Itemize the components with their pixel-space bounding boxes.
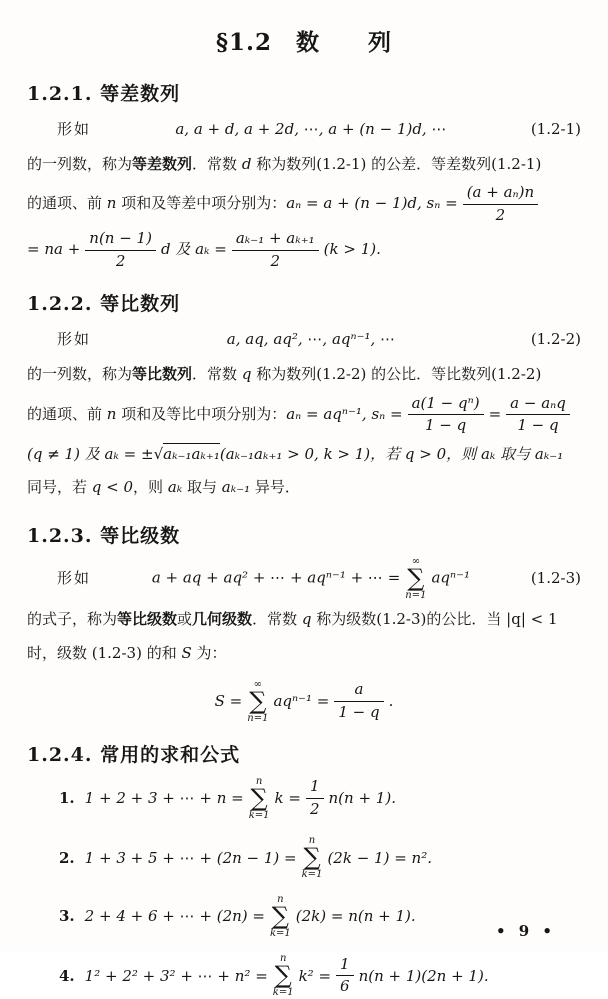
- fraction-numerator: (a + aₙ)n: [463, 183, 538, 205]
- sigma-symbol: ∑: [271, 902, 289, 931]
- math-run: (q ≠ 1) 及 aₖ = ±√: [27, 444, 164, 463]
- lead-text: 形如: [57, 330, 92, 349]
- math-run: k =: [274, 789, 301, 808]
- series-formula: [91, 556, 531, 601]
- fraction-numerator: a − aₙq: [506, 394, 570, 416]
- math-run: aqⁿ⁻¹: [431, 568, 471, 587]
- numbered-equation-1-2-1: [27, 114, 581, 146]
- fraction-numerator: a(1 − qⁿ): [408, 394, 484, 416]
- math-run: n: [106, 404, 117, 423]
- text-run: 异号．: [250, 478, 300, 497]
- math-run: n: [106, 194, 117, 213]
- section-heading-1-2-3: 1.2.3. 等比级数: [27, 525, 181, 547]
- paragraph-line: [27, 438, 581, 472]
- math-run: 1 + 2 + 3 + ⋯ + n =: [84, 789, 244, 808]
- fraction-denominator: 1 − q: [424, 416, 467, 434]
- section-arithmetic-sequence: [27, 79, 581, 273]
- formula-item-4: [59, 953, 581, 999]
- section-geometric-sequence: [27, 289, 581, 505]
- math-run: (aₖ₋₁aₖ₊₁ > 0, k > 1)，若 q > 0，则 aₖ 取与 aₖ₋₁: [219, 444, 564, 463]
- math-run: n(n + 1)(2n + 1).: [358, 966, 489, 985]
- item-number: 3.: [59, 907, 75, 926]
- text-run: 的通项、前: [27, 194, 107, 213]
- sequence-formula: a, aq, aq², ⋯, aqⁿ⁻¹, ⋯: [226, 330, 396, 349]
- lead-text: 形如: [57, 568, 92, 587]
- text-run: ．常数: [192, 364, 242, 383]
- summation: [270, 894, 291, 939]
- text-run: 同号，若: [27, 478, 92, 497]
- sum-lower-limit: k=1: [272, 987, 294, 999]
- text-run: 时，级数 (1.2-3) 的和: [27, 643, 182, 662]
- paragraph-line: [27, 637, 581, 671]
- math-run: a + aq + aq² + ⋯ + aqⁿ⁻¹ + ⋯ =: [151, 568, 401, 587]
- math-run: 1² + 2² + 3² + ⋯ + n² =: [84, 966, 268, 985]
- math-run: aₙ = a + (n − 1)d, sₙ =: [286, 194, 458, 213]
- fraction-denominator: 1 − q: [338, 702, 380, 721]
- sigma-symbol: ∑: [249, 686, 267, 715]
- math-run: q < 0: [91, 478, 134, 497]
- paragraph-line: [27, 471, 581, 505]
- fraction: [463, 183, 538, 225]
- text-run: ．常数: [252, 609, 302, 628]
- numbered-equation-1-2-2: [27, 324, 581, 356]
- item-number: 4.: [59, 966, 75, 985]
- fraction-denominator: 1 − q: [517, 416, 559, 434]
- math-run: aₖ: [167, 478, 183, 497]
- fraction: [506, 394, 570, 436]
- sigma-symbol: ∑: [407, 564, 425, 592]
- text-run: 或: [177, 609, 193, 628]
- bold-term: 几何级数: [192, 609, 253, 628]
- math-run: .: [388, 692, 394, 711]
- bold-term: 等差数列: [132, 154, 193, 173]
- equation-number: (1.2-3): [530, 568, 581, 587]
- paragraph-line: [27, 227, 581, 273]
- fraction: [336, 955, 354, 997]
- math-run: n(n + 1).: [328, 789, 396, 808]
- math-run: (2k) = n(n + 1).: [295, 907, 416, 926]
- math-run: (k > 1).: [323, 240, 381, 259]
- sum-upper-limit: ∞: [411, 556, 421, 567]
- page-title: §1.2 数 列: [215, 29, 393, 56]
- text-run: 取与: [182, 478, 222, 497]
- summation: [273, 953, 294, 998]
- text-run: 为：: [191, 643, 227, 662]
- section-heading-1-2-4: 1.2.4. 常用的求和公式: [27, 744, 241, 767]
- lead-text: 形如: [57, 120, 92, 138]
- fraction: [408, 394, 484, 436]
- math-run: S: [181, 643, 192, 662]
- equation-number: (1.2-1): [530, 120, 581, 138]
- section-heading-1-2-1: 1.2.1. 等差数列: [27, 83, 181, 105]
- fraction-numerator: a: [334, 680, 383, 702]
- section-summation-formulas: [27, 740, 581, 999]
- section-geometric-series: [27, 521, 581, 724]
- math-run: q: [241, 364, 252, 383]
- item-number: 2.: [59, 848, 75, 867]
- sum-upper-limit: ∞: [253, 678, 263, 690]
- fraction-denominator: 2: [309, 799, 320, 818]
- formula-item-2: [59, 835, 581, 880]
- math-run: q: [301, 609, 312, 628]
- section-heading-1-2-2: 1.2.2. 等比数列: [27, 293, 181, 316]
- sigma-symbol: ∑: [274, 961, 292, 990]
- sum-lower-limit: k=1: [248, 809, 270, 821]
- math-run: aqⁿ⁻¹ =: [273, 692, 330, 711]
- paragraph-line: [27, 358, 581, 392]
- text-run: 的式子，称为: [27, 609, 118, 628]
- bold-term: 等比级数: [117, 609, 178, 628]
- paragraph-line: [27, 392, 581, 438]
- item-number: 1.: [59, 789, 75, 808]
- text-run: 项和及等比中项分别为：: [116, 404, 287, 423]
- math-run: d: [241, 154, 252, 173]
- sum-upper-limit: n: [255, 775, 263, 787]
- sum-lower-limit: n=1: [247, 712, 269, 724]
- math-run: d 及 aₖ =: [160, 240, 227, 259]
- page-number: • 9 •: [495, 922, 556, 940]
- math-run: aₖ₋₁: [221, 478, 251, 497]
- fraction: [85, 229, 156, 271]
- fraction-denominator: 6: [340, 977, 350, 996]
- text-run: ．常数: [192, 154, 242, 173]
- paragraph-line: [27, 148, 581, 182]
- math-run: k² =: [298, 966, 332, 985]
- sum-lower-limit: k=1: [269, 927, 291, 939]
- summation: [302, 835, 323, 880]
- text-run: 称为数列(1.2-1) 的公差．等差数列(1.2-1): [251, 154, 542, 173]
- summation: [249, 776, 270, 821]
- sum-lower-limit: k=1: [301, 869, 323, 881]
- sigma-symbol: ∑: [250, 783, 268, 812]
- fraction: [334, 680, 383, 722]
- sum-upper-limit: n: [308, 835, 316, 847]
- math-run: (2k − 1) = n².: [327, 848, 432, 867]
- fraction-numerator: aₖ₋₁ + aₖ₊₁: [232, 229, 319, 251]
- sigma-symbol: ∑: [303, 843, 321, 872]
- text-run: 项和及等差中项分别为：: [116, 194, 287, 213]
- fraction-numerator: n(n − 1): [85, 229, 156, 251]
- math-run: 2 + 4 + 6 + ⋯ + (2n) =: [84, 907, 265, 926]
- text-run: 的通项、前: [27, 404, 107, 423]
- text-run: 的一列数，称为: [27, 364, 133, 383]
- sum-lower-limit: n=1: [405, 589, 427, 601]
- summation: [405, 556, 426, 601]
- fraction-denominator: 2: [495, 205, 506, 224]
- radicand-overline: aₖ₋₁aₖ₊₁: [163, 444, 220, 463]
- math-run: 1 + 3 + 5 + ⋯ + (2n − 1) =: [84, 848, 297, 867]
- paragraph-line: [27, 603, 581, 637]
- math-run: = na +: [27, 240, 81, 259]
- sequence-formula: a, a + d, a + 2d, ⋯, a + (n − 1)d, ⋯: [175, 120, 447, 138]
- fraction: [232, 229, 319, 271]
- numbered-equation-1-2-3: [27, 556, 581, 601]
- math-run: S =: [214, 692, 243, 711]
- formula-item-1: [59, 775, 581, 821]
- fraction-denominator: 2: [270, 251, 281, 270]
- math-run: =: [488, 404, 502, 423]
- sum-upper-limit: n: [277, 894, 284, 906]
- text-run: ，则: [133, 478, 168, 497]
- bold-term: 等比数列: [132, 364, 193, 383]
- fraction-numerator: 1: [336, 955, 354, 977]
- text-run: 的一列数，称为: [27, 154, 133, 173]
- fraction-numerator: 1: [306, 777, 324, 799]
- fraction: [306, 777, 324, 819]
- sum-upper-limit: n: [279, 953, 287, 965]
- display-equation-sum-S: [27, 678, 581, 724]
- fraction-denominator: 2: [115, 251, 126, 270]
- math-run: aₙ = aqⁿ⁻¹, sₙ =: [286, 404, 403, 423]
- text-run: 称为数列(1.2-2) 的公比．等比数列(1.2-2): [251, 364, 542, 383]
- paragraph-line: [27, 181, 581, 227]
- equation-number: (1.2-2): [530, 330, 581, 349]
- summation: [247, 679, 268, 724]
- text-run: 称为级数(1.2-3)的公比．当 |q| < 1: [311, 609, 558, 628]
